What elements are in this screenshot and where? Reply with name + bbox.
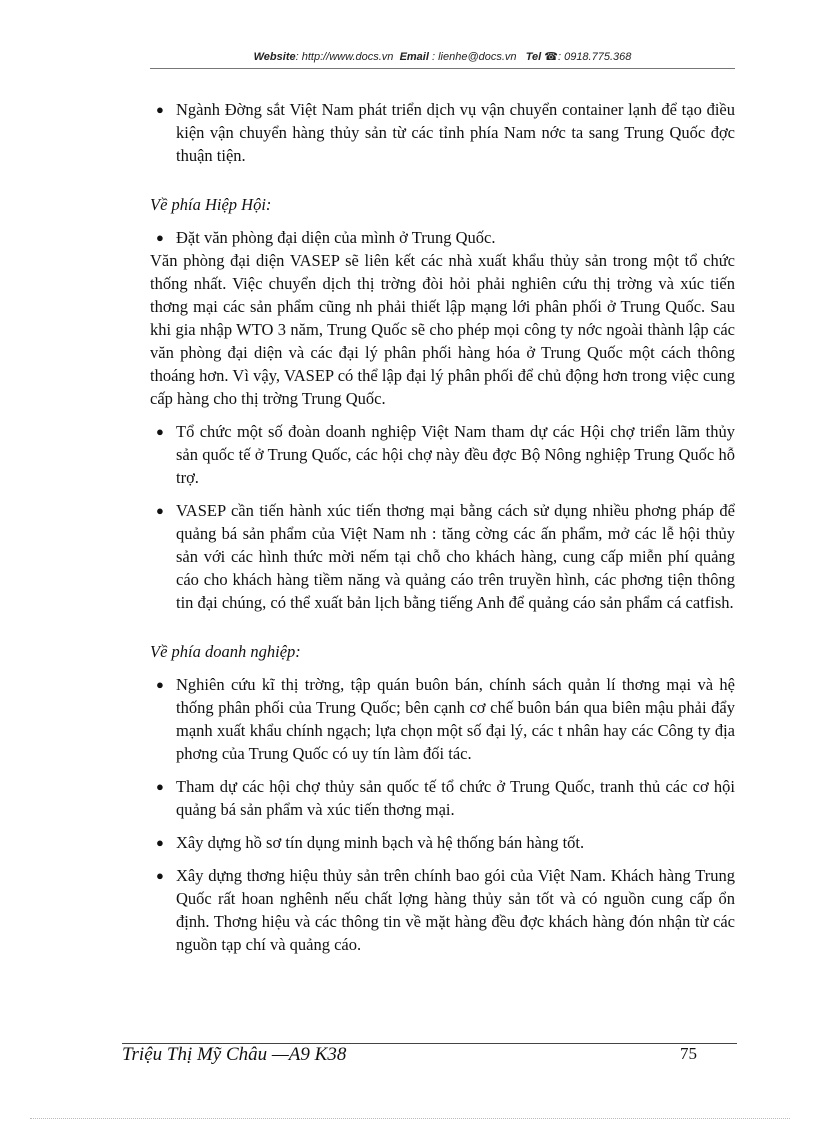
- page-number: 75: [680, 1044, 697, 1063]
- page-edge-divider: [30, 1118, 790, 1119]
- page-body: [150, 98, 735, 956]
- section-heading-association: Về phía Hiệp Hội:: [150, 195, 272, 214]
- bullet-icon: ●: [156, 230, 164, 245]
- bullet-icon: ●: [156, 868, 164, 883]
- page-header: [150, 50, 735, 68]
- section-heading-enterprise: Về phía doanh nghiệp:: [150, 642, 301, 661]
- bullet-icon: ●: [156, 835, 164, 850]
- header-divider: [150, 68, 735, 69]
- list-item: ● Đặt văn phòng đại diện của mình ở Trung Quốc.: [156, 228, 496, 247]
- footer-author: Triệu Thị Mỹ Châu —A9 K38: [122, 1044, 347, 1065]
- list-item: ● Tham dự các hội chợ thủy sản quốc tế tổ chức ở Trung Quốc, tranh thủ các cơ hội quảng bá sản phẩm và xúc tiến thơng mại.: [156, 777, 735, 819]
- list-item: ● Ngành Đờng sắt Việt Nam phát triển dịch vụ vận chuyển container lạnh để tạo điều kiện vận chuyển hàng thủy sản từ các tỉnh phía Nam nớc ta sang Trung Quốc đợc thuận tiện.: [156, 100, 735, 165]
- bullet-icon: ●: [156, 424, 164, 439]
- website-value: : http://www.docs.vn: [295, 51, 394, 63]
- email-value: : lienhe@docs.vn: [428, 51, 517, 63]
- email-label: Email: [399, 51, 429, 63]
- bullet-icon: ●: [156, 677, 164, 692]
- list-item: ● Xây dựng hồ sơ tín dụng minh bạch và hệ thống bán hàng tốt.: [156, 833, 585, 852]
- tel-value: : 0918.775.368: [557, 51, 632, 63]
- list-item: ● VASEP cần tiến hành xúc tiến thơng mại bằng cách sử dụng nhiều phơng pháp để quảng bá sản phẩm của Việt Nam nh : tăng cờng các ấn phẩm, mở các lễ hội thủy sản với các hình thức mời nếm tại chỗ cho khách hàng, cung cấp miễn phí quảng cáo cho khách hàng tiềm năng và quảng cáo trên truyền hình, các phơng tiện thông tin đại chúng, có thể xuất bản lịch bằng tiếng Anh để quảng cáo sản phẩm cá catfish.: [156, 501, 735, 612]
- list-item: ● Nghiên cứu kĩ thị trờng, tập quán buôn bán, chính sách quản lí thơng mại và hệ thống phân phối của Trung Quốc; bên cạnh cơ chế buôn bán qua biên mậu phải đẩy mạnh xuất khẩu chính ngạch; lựa chọn một số đại lý, các t nhân hay các Công ty địa phơng của Trung Quốc có uy tín làm đối tác.: [156, 675, 735, 763]
- bullet-icon: ●: [156, 102, 164, 117]
- bullet-icon: ●: [156, 779, 164, 794]
- website-label: Website: [253, 51, 296, 63]
- list-item: ● Tổ chức một số đoàn doanh nghiệp Việt Nam tham dự các Hội chợ triển lãm thủy sản quốc tế ở Trung Quốc, các hội chợ này đều đợc Bộ Nông nghiệp Trung Quốc hỗ trợ.: [156, 422, 735, 487]
- phone-icon: ☎: [544, 51, 558, 63]
- list-item: ● Xây dựng thơng hiệu thủy sản trên chính bao gói của Việt Nam. Khách hàng Trung Quốc rất hoan nghênh nếu chất lợng hàng thủy sản tốt và có nguồn cung cấp ổn định. Thơng hiệu và các thông tin về mặt hàng đều đợc khách hàng đón nhận từ các nguồn tạp chí và quảng cáo.: [156, 866, 735, 954]
- tel-label: Tel: [525, 51, 542, 63]
- paragraph-vasep: Văn phòng đại diện VASEP sẽ liên kết các nhà xuất khẩu thủy sản trong một tổ chức thống nhất. Việc chuyển dịch thị trờng đòi hỏi phải nghiên cứu thị trờng và xúc tiến thơng mại các sản phẩm cũng nh phải thiết lập mạng lới phân phối ở Trung Quốc. Sau khi gia nhập WTO 3 năm, Trung Quốc sẽ cho phép mọi công ty nớc ngoài thành lập các văn phòng đại diện và các đại lý phân phối hàng hóa ở Trung Quốc một cách thông thoáng hơn. Vì vậy, VASEP có thể lập đại lý phân phối để chủ động hơn trong việc cung cấp hàng cho thị trờng Trung Quốc.: [150, 251, 735, 408]
- bullet-icon: ●: [156, 503, 164, 518]
